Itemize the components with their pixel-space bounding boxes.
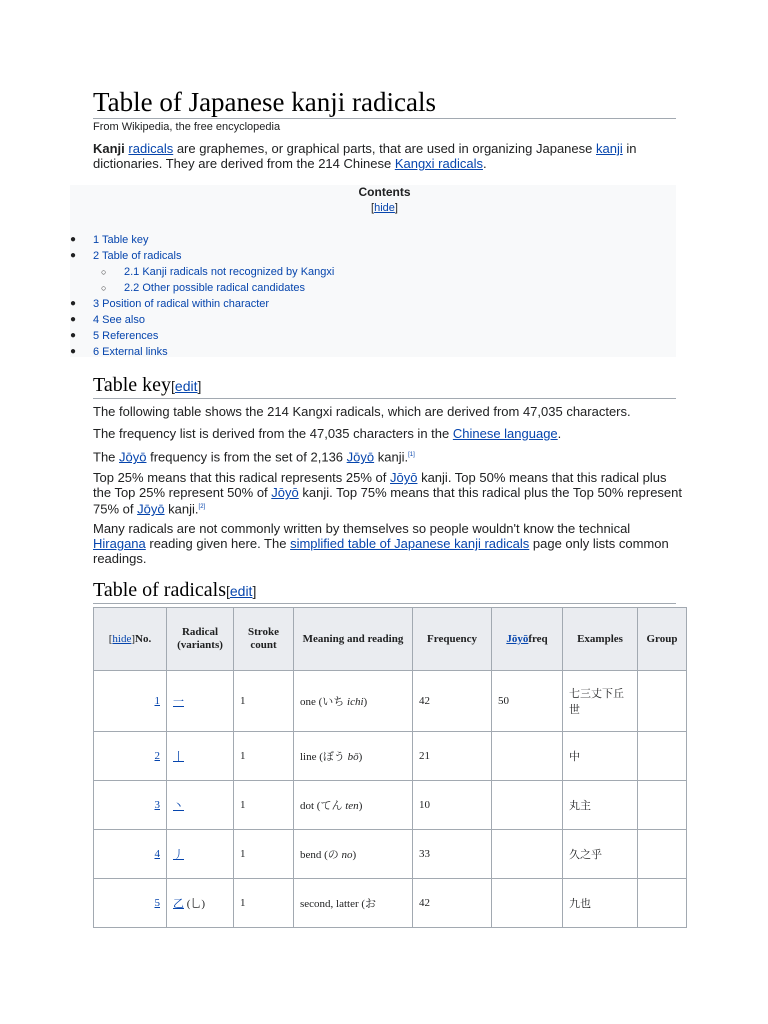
radicals-table — [93, 607, 687, 928]
meaning-text: ) — [358, 800, 363, 812]
cell-radical — [167, 732, 234, 781]
joyo-link[interactable]: Jōyō — [506, 632, 529, 645]
radicals-link[interactable]: radicals — [128, 141, 174, 156]
cell-joyo — [492, 830, 563, 879]
col-header-examples[interactable]: Examples — [563, 608, 638, 671]
radical-number-link[interactable]: 3 — [154, 799, 160, 811]
cell-meaning — [294, 781, 413, 830]
joyo-link[interactable]: Jōyō — [271, 485, 299, 500]
cell-joyo: 50 — [492, 671, 563, 732]
bullet-icon: ● — [70, 314, 77, 325]
cell-frequency: 42 — [413, 671, 492, 732]
paragraph — [93, 521, 683, 566]
table-row — [94, 830, 687, 879]
cell-no — [94, 781, 167, 830]
text: Top 25% means that this radical represents 25% of — [93, 470, 390, 485]
meaning-text: dot (てん — [300, 800, 346, 812]
table-row — [94, 879, 687, 928]
cell-examples: 丸主 — [563, 781, 638, 830]
text: The — [93, 449, 120, 465]
text: page only lists common readings. — [93, 536, 669, 566]
cell-group — [638, 781, 687, 830]
radical-variants: (乚) — [186, 898, 206, 910]
cell-group — [638, 830, 687, 879]
cell-meaning — [294, 879, 413, 928]
toc-item-label[interactable]: 2.2 Other possible radical candidates — [124, 282, 305, 294]
cell-stroke: 1 — [234, 781, 294, 830]
toc-hide-link[interactable]: hide — [374, 202, 395, 214]
reference-link[interactable]: [2] — [198, 504, 206, 510]
section-heading-table-key — [93, 373, 676, 399]
col-label: No. — [135, 632, 152, 645]
toc-item-label[interactable]: 6 External links — [93, 346, 168, 358]
edit-section — [171, 378, 201, 394]
joyo-link[interactable]: Jōyō — [390, 470, 418, 485]
cell-group — [638, 671, 687, 732]
text: kanji. Top 50% means that this radical plus the Top 25% represent 50% of — [93, 470, 667, 500]
table-hide-link[interactable]: hide — [112, 632, 132, 645]
reading-text: no — [341, 849, 353, 861]
toc-item-label[interactable]: 2 Table of radicals — [93, 250, 182, 262]
text: Many radicals are not commonly written by themselves so people wouldn't know the technical — [93, 521, 631, 536]
cell-meaning — [294, 732, 413, 781]
edit-link[interactable]: edit — [229, 583, 253, 599]
radical-link[interactable]: 丶 — [173, 800, 184, 812]
text: reading given here. The — [145, 536, 291, 551]
bracket: ] — [252, 583, 257, 599]
kanji-link[interactable]: kanji — [595, 141, 623, 156]
cell-meaning — [294, 671, 413, 732]
text: kanji. — [164, 501, 199, 517]
radical-number-link[interactable]: 1 — [154, 695, 160, 707]
paragraph — [93, 448, 683, 464]
toc-item-label[interactable]: 4 See also — [93, 314, 145, 326]
bullet-icon: ○ — [101, 283, 107, 293]
bullet-icon: ● — [70, 234, 77, 245]
col-header-meaning[interactable]: Meaning and reading — [294, 608, 413, 671]
paragraph: The following table shows the 214 Kangxi radicals, which are derived from 47,035 characters. — [93, 404, 631, 419]
toc-title: Contents — [358, 185, 411, 199]
col-label: freq — [528, 632, 548, 645]
text: The frequency list is derived from the 47,035 characters in the — [93, 426, 453, 441]
bullet-icon: ● — [70, 330, 77, 341]
cell-no — [94, 671, 167, 732]
meaning-text: line (ぼう — [300, 751, 348, 763]
col-header-radical[interactable]: Radical (variants) — [167, 608, 234, 671]
text: kanji. — [374, 449, 409, 465]
paragraph — [93, 426, 683, 441]
table-row — [94, 671, 687, 732]
cell-examples: 七三丈下丘世 — [563, 671, 638, 732]
text: frequency is from the set of 2,136 — [146, 449, 347, 465]
cell-frequency: 21 — [413, 732, 492, 781]
cell-stroke: 1 — [234, 671, 294, 732]
cell-stroke: 1 — [234, 879, 294, 928]
table-row — [94, 732, 687, 781]
radical-link[interactable]: 丿 — [173, 849, 184, 861]
reference-link[interactable]: [1] — [408, 452, 415, 458]
tagline: From Wikipedia, the free encyclopedia — [93, 121, 281, 133]
paragraph — [93, 470, 683, 516]
table-header-row — [94, 608, 687, 671]
reading-text: ten — [345, 800, 359, 812]
edit-link[interactable]: edit — [174, 378, 198, 394]
cell-stroke: 1 — [234, 830, 294, 879]
reading-text: ichi — [347, 696, 364, 708]
cell-no — [94, 830, 167, 879]
bracket: ] — [197, 378, 202, 394]
cell-radical — [167, 671, 234, 732]
meaning-text: bend (の — [300, 849, 342, 861]
meaning-text: second, latter (お — [300, 898, 377, 910]
radical-link[interactable]: 丨 — [173, 751, 184, 763]
toc-item-label[interactable]: 2.1 Kanji radicals not recognized by Kangxi — [124, 266, 335, 278]
cell-frequency: 10 — [413, 781, 492, 830]
col-header-frequency[interactable]: Frequency — [413, 608, 492, 671]
section-heading-table-of-radicals — [93, 578, 676, 604]
radical-number-link[interactable]: 5 — [154, 897, 160, 909]
chinese-language-link[interactable]: Chinese language — [452, 426, 558, 441]
bullet-icon: ○ — [101, 267, 107, 277]
text: kanji. Top 75% means that this radical plus the Top 50% represent 75% of — [93, 485, 682, 517]
toc-item-label[interactable]: 3 Position of radical within character — [93, 298, 270, 310]
radical-number-link[interactable]: 2 — [154, 750, 160, 762]
intro-bold: Kanji — [93, 141, 125, 156]
intro-text: in dictionaries. They are derived from the 214 Chinese — [93, 141, 637, 171]
col-header-no — [94, 608, 167, 671]
cell-no — [94, 732, 167, 781]
cell-meaning — [294, 830, 413, 879]
meaning-text: ) — [352, 849, 357, 861]
bullet-icon: ● — [70, 298, 77, 309]
reading-text: bō — [347, 751, 359, 763]
cell-frequency: 33 — [413, 830, 492, 879]
radical-link[interactable]: 乙 — [173, 898, 184, 910]
bracket: [ — [171, 378, 175, 394]
joyo-link[interactable]: Jōyō — [137, 501, 165, 517]
meaning-text: ) — [363, 696, 368, 708]
simplified-table-link[interactable]: simplified table of Japanese kanji radicals — [290, 536, 530, 551]
cell-examples: 九也 — [563, 879, 638, 928]
bullet-icon: ● — [70, 250, 77, 261]
joyo-link[interactable]: Jōyō — [346, 449, 375, 465]
cell-group — [638, 732, 687, 781]
toc-hide-toggle — [93, 202, 676, 214]
cell-radical — [167, 879, 234, 928]
cell-radical — [167, 781, 234, 830]
cell-joyo — [492, 879, 563, 928]
cell-frequency: 42 — [413, 879, 492, 928]
radical-link[interactable]: 一 — [173, 696, 184, 708]
cell-examples: 中 — [563, 732, 638, 781]
cell-no — [94, 879, 167, 928]
meaning-text: ) — [358, 751, 363, 763]
joyo-link[interactable]: Jōyō — [119, 449, 147, 465]
kangxi-radicals-link[interactable]: Kangxi radicals — [394, 156, 483, 171]
intro-text: are graphemes, or graphical parts, that are used in organizing Japanese — [173, 141, 596, 156]
toc-item-label[interactable]: 5 References — [93, 330, 159, 342]
bracket: ] — [394, 202, 398, 214]
heading-text: Table of radicals — [93, 579, 226, 601]
bracket: [ — [371, 202, 375, 214]
col-header-joyo[interactable] — [492, 608, 563, 671]
intro-text: . — [482, 156, 487, 171]
cell-examples: 久之乎 — [563, 830, 638, 879]
cell-joyo — [492, 732, 563, 781]
cell-stroke: 1 — [234, 732, 294, 781]
radical-number-link[interactable]: 4 — [154, 848, 160, 860]
bracket: [ — [108, 632, 113, 645]
text: . — [557, 426, 562, 441]
intro-paragraph — [93, 141, 683, 171]
col-header-group[interactable]: Group — [638, 608, 687, 671]
hiragana-link[interactable]: Hiragana — [93, 536, 146, 551]
bracket: [ — [225, 583, 230, 599]
bullet-icon: ● — [70, 346, 77, 357]
table-row — [94, 781, 687, 830]
toc-item-label[interactable]: 1 Table key — [93, 234, 149, 246]
cell-joyo — [492, 781, 563, 830]
page-title: Table of Japanese kanji radicals — [93, 86, 676, 119]
cell-radical — [167, 830, 234, 879]
meaning-text: one (いち — [300, 696, 348, 708]
bracket: ] — [131, 632, 136, 645]
col-header-stroke[interactable]: Stroke count — [234, 608, 294, 671]
cell-group — [638, 879, 687, 928]
heading-text: Table key — [93, 374, 172, 396]
edit-section — [226, 583, 256, 599]
